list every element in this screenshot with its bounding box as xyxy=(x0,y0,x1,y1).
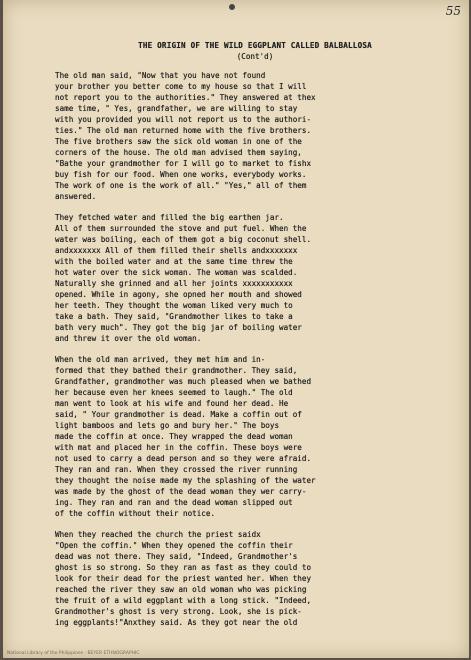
text-line: the fruit of a wild eggplant with a long stick. "Indeed, xyxy=(55,596,312,605)
text-line: was made by the ghost of the dead woman they wer carry- xyxy=(55,487,307,496)
text-line: your brother you better come to my house so that I will xyxy=(55,82,307,91)
text-line: her teeth. They thought the woman liked very much to xyxy=(55,301,293,310)
text-line: opened. While in agony, she opned her mouth and showed xyxy=(55,290,302,299)
text-line: They fetched water and filled the big earthen jar. xyxy=(55,213,284,222)
text-line: water was boiling, each of them got a big coconut shell. xyxy=(55,235,312,244)
text-line: buy fish for our food. When one works, everybody works. xyxy=(55,170,307,179)
text-line: "Open the coffin." When they opened the coffin their xyxy=(55,541,293,550)
paragraphs xyxy=(55,70,455,628)
document-title: THE ORIGIN OF THE WILD EGGPLANT CALLED BALBALLOSA xyxy=(138,41,372,50)
text-line: The work of one is the work of all." "Yes," all of them xyxy=(55,181,307,190)
text-line: man went to look at his wife and found her dead. He xyxy=(55,399,289,408)
text-line: they thought the noise made my the splashing of the water xyxy=(55,476,316,485)
text-line: with mat and placed her in the coffin. These boys were xyxy=(55,443,302,452)
text-line: The five brothers saw the sick old woman in one of the xyxy=(55,137,302,146)
text-line: ing. They ran and ran and the dead woman slipped out xyxy=(55,498,293,507)
text-line: All of them surrounded the stove and put fuel. When the xyxy=(55,224,307,233)
text-line: with the boiled water and at the same time threw the xyxy=(55,257,293,266)
text-line: ing eggplants!"Anxthey said. As they got near the old xyxy=(55,618,298,627)
text-line: Grandmother's ghost is very strong. Look, she is pick- xyxy=(55,607,302,616)
text-line: bath very much". They got the big jar of boiling water xyxy=(55,323,302,332)
text-line: reached the river they saw an old woman who was picking xyxy=(55,585,307,594)
page-number: 55 xyxy=(445,4,461,18)
document-subtitle: (Cont'd) xyxy=(236,52,274,61)
paragraph xyxy=(55,70,455,202)
text-line: ties." The old man returned home with the five brothers. xyxy=(55,126,312,135)
text-line: of the coffin without their notice. xyxy=(55,509,216,518)
text-line: hot water over the sick woman. The woman was scalded. xyxy=(55,268,298,277)
text-line: When the old man arrived, they met him and in- xyxy=(55,355,266,364)
text-line: They ran and ran. When they crossed the river running xyxy=(55,465,298,474)
paragraph xyxy=(55,212,455,344)
text-line: "Bathe your grandmother for I will go to market to fishx xyxy=(55,159,312,168)
text-line: not used to carry a dead person and so they were afraid. xyxy=(55,454,312,463)
text-line: her because even her knees seemed to laugh." The old xyxy=(55,388,293,397)
text-line: The old man said, "Now that you have not found xyxy=(55,71,266,80)
text-line: not report you to the authorities." They answered at thex xyxy=(55,93,316,102)
text-line: take a bath. They said, "Grandmother likes to take a xyxy=(55,312,293,321)
text-line: answered. xyxy=(55,192,97,201)
text-line: Grandfather, grandmother was much pleased when we bathed xyxy=(55,377,312,386)
text-line: said, " Your grandmother is dead. Make a coffin out of xyxy=(55,410,302,419)
text-line: Naturally she grinned and all her joints xxxxxxxxxxx xyxy=(55,279,293,288)
text-line: dead was not there. They said, "Indeed, Grandmother's xyxy=(55,552,298,561)
paragraph xyxy=(55,354,455,519)
text-line: made the coffin at once. They wrapped the dead woman xyxy=(55,432,293,441)
text-line: same time, " Yes, grandfather, we are willing to stay xyxy=(55,104,298,113)
text-line: andxxxxxxx All of them filled their shells andxxxxxxx xyxy=(55,246,298,255)
text-line: formed that they bathed their grandmother. They said, xyxy=(55,366,298,375)
binder-hole xyxy=(229,4,235,10)
archive-footer: National Library of the Philippines · BEYER ETHNOGRAPHIC xyxy=(7,651,140,656)
text-line: ghost is so strong. So they ran as fast as they could to xyxy=(55,563,312,572)
text-line: look for their dead for the priest wanted her. When they xyxy=(55,574,312,583)
paragraph xyxy=(55,529,455,628)
document-page xyxy=(3,0,469,658)
text-line: with you provided you will not report us to the authori- xyxy=(55,115,312,124)
text-line: When they reached the church the priest saidx xyxy=(55,530,261,539)
text-line: and threw it over the old woman. xyxy=(55,334,202,343)
text-line: light bamboos and lets go and bury her." The boys xyxy=(55,421,280,430)
document-body xyxy=(55,40,455,638)
text-line: corners of the house. The old man advised them saying, xyxy=(55,148,302,157)
